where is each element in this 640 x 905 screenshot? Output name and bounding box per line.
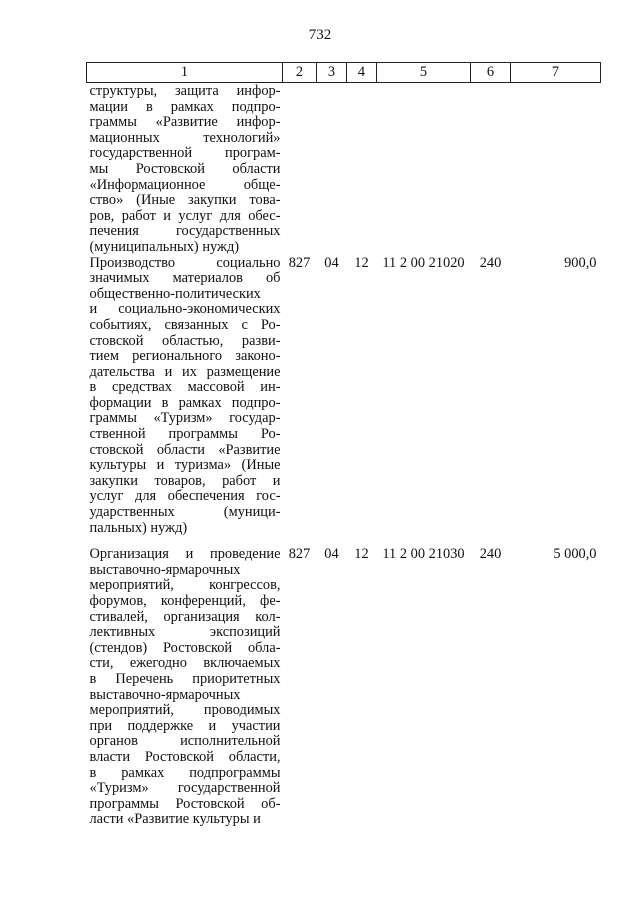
description-line: мероприятий, проводимых [89, 702, 281, 719]
row-description [87, 256, 283, 547]
description-line: мации в рамках подпро- [89, 98, 281, 115]
description-line: мы Ростовской области [89, 160, 281, 177]
target-article-cell [377, 83, 471, 256]
row-description [87, 546, 283, 838]
ministry-code-cell: 827 [288, 546, 311, 563]
description-line: ласти «Развитие культуры и [89, 811, 261, 828]
target-article-cell: 11 2 00 21030 [382, 546, 465, 563]
description-line: тием регионального законо- [89, 348, 281, 365]
description-line: стовской областью, разви- [89, 332, 281, 349]
ministry-code-cell: 827 [288, 254, 311, 271]
amount-cell: 900,0 [564, 254, 597, 271]
description-line: власти Ростовской области, [89, 748, 281, 765]
table-body [87, 83, 601, 838]
description-line: в рамках подпрограммы [89, 764, 281, 781]
target-article-cell: 11 2 00 21020 [382, 254, 465, 271]
header-col-7: 7 [511, 63, 601, 83]
expense-type-cell: 240 [479, 254, 502, 271]
description-line: стивалей, организация кол- [89, 608, 281, 625]
description-line: событиях, связанных с Ро- [89, 316, 281, 333]
description-line: Производство социально [89, 254, 281, 271]
description-line: закупки товаров, работ и [89, 472, 281, 489]
budget-table [86, 62, 601, 838]
description-line: «Информационное обще- [89, 176, 281, 193]
description-line: мероприятий, конгрессов, [89, 577, 281, 594]
header-col-1: 1 [87, 63, 283, 83]
description-line: в средствах массовой ин- [89, 379, 281, 396]
header-col-6: 6 [471, 63, 511, 83]
description-line: граммы «Развитие инфор- [89, 114, 281, 131]
description-line: и социально-экономических [89, 301, 281, 318]
description-line: услуг для обеспечения гос- [89, 488, 281, 505]
subsection-code-cell [347, 83, 377, 256]
amount-cell: 5 000,0 [553, 546, 597, 563]
description-line: мационных технологий» [89, 129, 281, 146]
subsection-code-cell: 12 [354, 254, 369, 271]
description-line: форумов, конференций, фе- [89, 593, 281, 609]
description-line: ство» (Иные закупки това- [89, 192, 281, 209]
description-line: дательства и их размещение [89, 363, 281, 380]
description-line: (муниципальных) нужд) [89, 238, 240, 255]
amount-cell [511, 83, 601, 256]
description-line: значимых материалов об [89, 270, 281, 287]
header-row [87, 63, 601, 83]
description-line: «Туризм» государственной [89, 780, 281, 797]
description-line: ров, работ и услуг для обес- [89, 207, 281, 224]
description-line: органов исполнительной [89, 733, 281, 750]
description-line: программы Ростовской об- [89, 795, 281, 812]
description-line: ударственных (муници- [89, 504, 281, 521]
description-line: граммы «Туризм» государ- [89, 410, 281, 427]
description-line: Организация и проведение [89, 546, 281, 563]
description-line: сти, ежегодно включаемых [89, 655, 281, 672]
section-code-cell [317, 83, 347, 256]
section-code-cell: 04 [324, 254, 339, 271]
ministry-code-cell [283, 83, 317, 256]
row-description [87, 83, 283, 256]
page-number: 732 [308, 27, 332, 43]
expense-type-cell [471, 83, 511, 256]
description-line: ственной программы Ро- [89, 426, 281, 443]
table-row [87, 546, 601, 838]
description-line: стовской области «Развитие [89, 441, 281, 458]
header-col-2: 2 [283, 63, 317, 83]
header-col-3: 3 [317, 63, 347, 83]
header-col-4: 4 [347, 63, 377, 83]
description-line: лективных экспозиций [89, 624, 281, 641]
description-line: выставочно-ярмарочных [89, 561, 241, 578]
description-line: при поддержке и участии [89, 717, 281, 734]
description-line: культуры и туризма» (Иные [89, 457, 281, 474]
description-line: в Перечень приоритетных [89, 670, 281, 687]
description-line: выставочно-ярмарочных [89, 686, 241, 703]
expense-type-cell: 240 [479, 546, 502, 563]
description-line: пальных) нужд) [89, 519, 188, 536]
description-line: формации в рамках подпро- [89, 394, 281, 411]
description-line: печения государственных [89, 223, 281, 240]
section-code-cell: 04 [324, 546, 339, 563]
header-col-5: 5 [377, 63, 471, 83]
description-line: общественно-политических [89, 285, 261, 302]
description-line: структуры, защита инфор- [89, 83, 281, 99]
table-row [87, 83, 601, 256]
description-line: (стендов) Ростовской обла- [89, 639, 281, 656]
description-line: государственной програм- [89, 145, 281, 162]
subsection-code-cell: 12 [354, 546, 369, 563]
table-row [87, 256, 601, 547]
